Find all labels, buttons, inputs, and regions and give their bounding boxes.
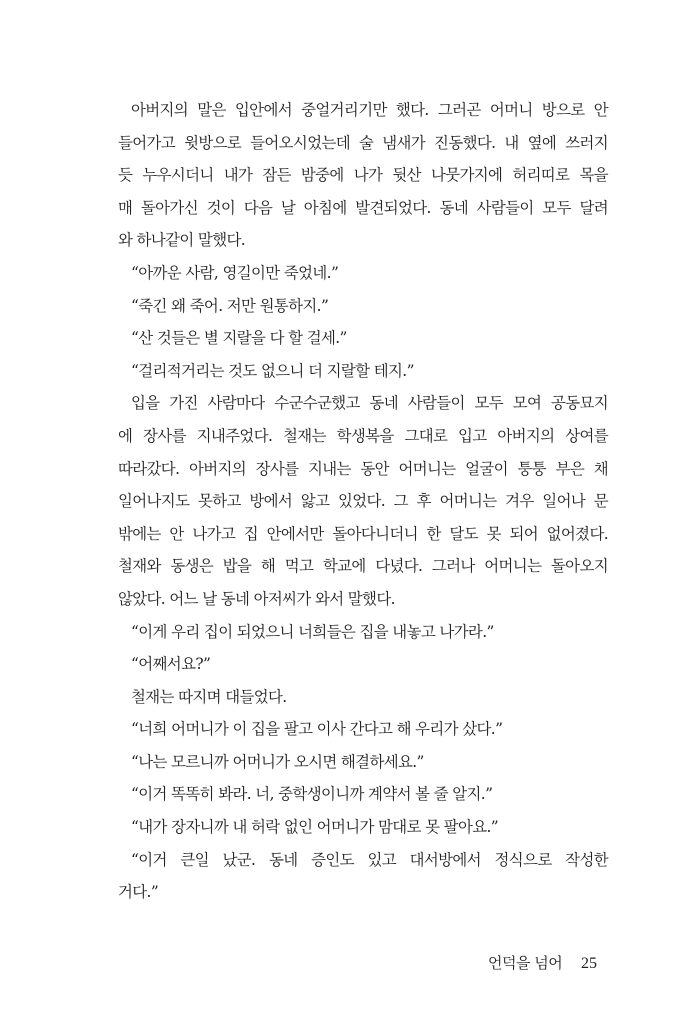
text-line: 에 장사를 지내주었다. 철재는 학생복을 그대로 입고 아버지의 상여를: [118, 426, 608, 445]
page-footer: [488, 952, 597, 973]
text-line: 들어가고 윗방으로 들어오시었는데 술 냄새가 진동했다. 내 옆에 쓰러지: [118, 133, 608, 152]
dialogue-line: “아까운 사람, 영길이만 죽었네.”: [131, 263, 339, 282]
dialogue-line: “어째서요?”: [131, 655, 211, 674]
text-line: 듯 누우시더니 내가 잠든 밤중에 나가 뒷산 나뭇가지에 허리띠로 목을: [118, 166, 608, 185]
text-line: 매 돌아가신 것이 다음 날 아침에 발견되었다. 동네 사람들이 모두 달려: [118, 198, 608, 217]
page-number: 25: [581, 955, 597, 972]
text-line: 입을 가진 사람마다 수군수군했고 동네 사람들이 모두 모여 공동묘지: [131, 394, 608, 413]
text-line: 않았다. 어느 날 동네 아저씨가 와서 말했다.: [118, 589, 395, 608]
text-line: 일어나지도 못하고 방에서 앓고 있었다. 그 후 어머니는 겨우 일어나 문: [118, 492, 608, 511]
text-line: 아버지의 말은 입안에서 중얼거리기만 했다. 그러곤 어머니 방으로 안: [131, 101, 608, 119]
dialogue-line: “나는 모르니까 어머니가 오시면 해결하세요.”: [131, 752, 424, 771]
page-body: [118, 94, 608, 909]
text-line: 와 하나같이 말했다.: [118, 231, 246, 250]
dialogue-line: “이게 우리 집이 되었으니 너희들은 집을 내놓고 나가라.”: [131, 622, 494, 641]
running-title: 언덕을 넘어: [488, 954, 563, 972]
dialogue-line: “너희 어머니가 이 집을 팔고 이사 간다고 해 우리가 샀다.”: [131, 720, 503, 739]
text-line: 철재는 따지며 대들었다.: [131, 687, 287, 706]
dialogue-line: “걸리적거리는 것도 없으니 더 지랄할 테지.”: [131, 361, 414, 380]
dialogue-line: “죽긴 왜 죽어. 저만 원통하지.”: [131, 296, 329, 315]
text-line: 따라갔다. 아버지의 장사를 지내는 동안 어머니는 얼굴이 퉁퉁 부은 채: [118, 459, 608, 478]
dialogue-line: “이거 똑똑히 봐라. 너, 중학생이니까 계약서 볼 줄 알지.”: [131, 785, 493, 804]
text-line: 철재와 동생은 밥을 해 먹고 학교에 다녔다. 그러나 어머니는 돌아오지: [118, 557, 608, 576]
dialogue-line: “이거 큰일 났군. 동네 증인도 있고 대서방에서 정식으로 작성한: [131, 850, 608, 869]
dialogue-line: 거다.”: [118, 883, 159, 902]
dialogue-line: “산 것들은 별 지랄을 다 할 걸세.”: [131, 329, 347, 348]
text-line: 밖에는 안 나가고 집 안에서만 돌아다니더니 한 달도 못 되어 없어졌다.: [118, 524, 608, 543]
dialogue-line: “내가 장자니까 내 허락 없인 어머니가 맘대로 못 팔아요.”: [131, 818, 499, 837]
